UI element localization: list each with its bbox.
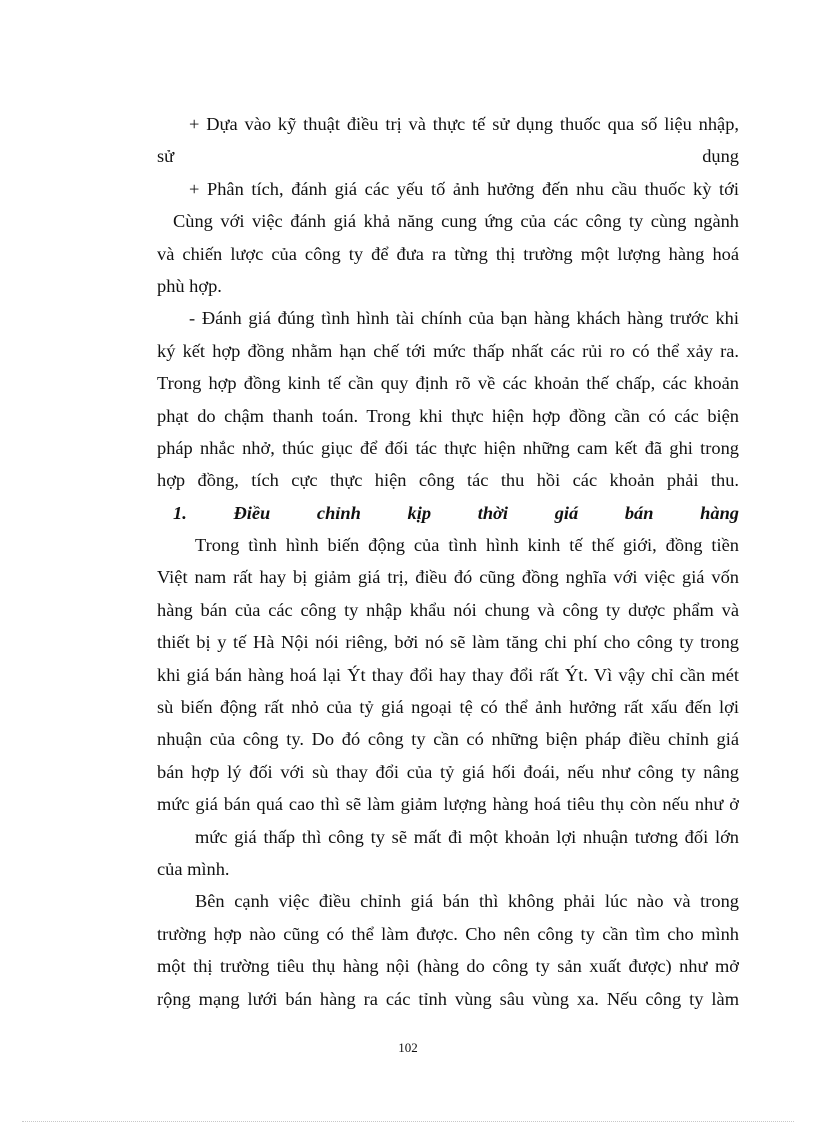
text-line: thiết bị y tế Hà Nội nói riêng, bởi nó sẽ làm tăng chi phí cho công ty trong <box>157 632 739 653</box>
text-line: Việt nam rất hay bị giảm giá trị, điều đó cũng đồng nghĩa với việc giá vốn <box>157 567 739 588</box>
text-line: nhuận của công ty. Do đó công ty cần có những biện pháp điều chỉnh giá <box>157 729 739 750</box>
text-line: trường hợp nào cũng có thể làm được. Cho nên công ty cần tìm cho mình <box>157 923 739 944</box>
text-line: pháp nhắc nhở, thúc giục để đối tác thực hiện những cam kết đã ghi trong <box>157 437 739 458</box>
text-line: sù biến động rất nhỏ của tỷ giá ngoại tệ có thể ảnh hưởng rất xấu đến lợi <box>157 697 739 718</box>
text-line: mức giá thấp thì công ty sẽ mất đi một khoản lợi nhuận tương đối lớn <box>195 826 739 847</box>
text-line: ký kết hợp đồng nhằm hạn chế tới mức thấp nhất các rủi ro có thể xảy ra. <box>157 340 739 361</box>
section-heading: 1. Điều chỉnh kịp thời giá bán hàng <box>173 502 739 523</box>
text-line: mức giá bán quá cao thì sẽ làm giảm lượng hàng hoá tiêu thụ còn nếu như ở <box>157 794 739 815</box>
text-line: Bên cạnh việc điều chỉnh giá bán thì không phải lúc nào và trong <box>195 891 739 912</box>
text-line: + Phân tích, đánh giá các yếu tố ảnh hưởng đến nhu cầu thuốc kỳ tới <box>189 178 739 199</box>
page-bottom-rule <box>22 1121 794 1122</box>
page-number: 102 <box>398 1040 418 1055</box>
text-line: hàng bán của các công ty nhập khẩu nói chung và công ty dược phẩm và <box>157 599 739 620</box>
text-line: phù hợp. <box>157 275 222 296</box>
text-line: Cùng với việc đánh giá khả năng cung ứng của các công ty cùng ngành <box>173 211 739 232</box>
text-line: sử dụng <box>157 146 739 167</box>
text-line: của mình. <box>157 858 230 879</box>
text-line: rộng mạng lưới bán hàng ra các tỉnh vùng sâu vùng xa. Nếu công ty làm <box>157 988 739 1009</box>
text-line: một thị trường tiêu thụ hàng nội (hàng do công ty sản xuất được) như mở <box>157 956 739 977</box>
text-line: khi giá bán hàng hoá lại Ýt thay đổi hay thay đổi rất Ýt. Vì vậy chỉ cần mét <box>157 664 739 685</box>
text-line: + Dựa vào kỹ thuật điều trị và thực tế sử dụng thuốc qua số liệu nhập, <box>189 114 739 134</box>
document-body <box>157 108 739 1015</box>
text-line: Trong hợp đồng kinh tế cần quy định rõ về các khoản thế chấp, các khoản <box>157 373 739 394</box>
text-line: và chiến lược của công ty để đưa ra từng thị trường một lượng hàng hoá <box>157 243 739 264</box>
text-line: hợp đồng, tích cực thực hiện công tác thu hồi các khoản phải thu. <box>157 470 739 491</box>
text-line: phạt do chậm thanh toán. Trong khi thực hiện hợp đồng cần có các biện <box>157 405 739 426</box>
text-line: Trong tình hình biến động của tình hình kinh tế thế giới, đồng tiền <box>195 535 739 556</box>
text-line: bán hợp lý đối với sù thay đổi của tỷ giá hối đoái, nếu như công ty nâng <box>157 761 739 782</box>
text-line: - Đánh giá đúng tình hình tài chính của bạn hàng khách hàng trước khi <box>189 308 739 329</box>
